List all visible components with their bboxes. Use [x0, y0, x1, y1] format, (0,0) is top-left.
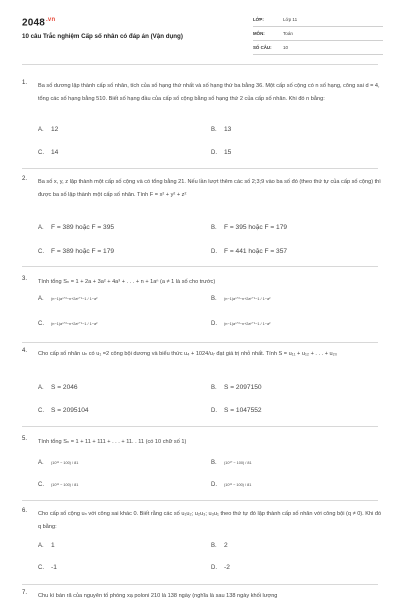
option-c[interactable]: C. (10¹¹ − 100) / 81 [38, 482, 79, 488]
logo-text: 2048 [22, 17, 46, 29]
question-number: 6. [22, 508, 28, 514]
meta-subject [253, 28, 383, 41]
question-divider [22, 426, 378, 427]
header-divider [22, 64, 378, 65]
option-d[interactable]: D. (10¹¹ − 100) / 81 [211, 482, 252, 488]
option-a[interactable]: A. 1 [38, 542, 55, 549]
question-text: Tính tổng Sₙ = 1 + 2a + 3a² + 4a³ + . . . + n + 1aⁿ (a ≠ 1 là số cho trước) [38, 279, 216, 285]
meta-label: LỚP: [253, 17, 264, 22]
logo-suffix: .vn [46, 17, 56, 23]
meta-count [253, 42, 383, 55]
meta-value: Lớp 11 [283, 17, 298, 22]
meta-grade [253, 14, 383, 27]
option-a[interactable]: A. 12 [38, 126, 59, 133]
option-d[interactable]: D. S = 1047552 [211, 407, 262, 414]
option-b[interactable]: B. S = 2097150 [211, 384, 262, 391]
option-d[interactable]: D. (n−1)aⁿ⁺²−n+2aⁿ⁺¹−1 / 1−a² [211, 321, 271, 327]
page-title: 10 câu Trắc nghiệm Cấp số nhân có đáp án (Vận dụng) [22, 33, 183, 40]
question-text: Tính tổng Sₙ = 1 + 11 + 111 + . . . + 11. . 11 (có 10 chữ số 1) [38, 439, 187, 445]
option-b[interactable]: B. F = 395 hoặc F = 179 [211, 224, 288, 231]
site-logo[interactable] [22, 17, 55, 28]
option-b[interactable]: B. (10¹⁰ − 100) / 81 [211, 460, 252, 466]
option-c[interactable]: C. (n−1)aⁿ⁺²−n+2aⁿ⁺¹−1 / 1−a² [38, 321, 98, 327]
question-number: 1. [22, 80, 28, 86]
question-number: 4. [22, 348, 28, 354]
question-text: Cho cấp số cộng uₙ với công sai khác 0. Biết rằng các số u₁u₂; u₂u₃; u₃u₁ theo thứ tự đó lập thành cấp số nhân với công bội (q ≠ 0). Khi đó q bằng: [38, 511, 382, 530]
question-number: 3. [22, 276, 28, 282]
question-number: 5. [22, 436, 28, 442]
option-d[interactable]: D. 15 [211, 149, 232, 156]
option-c[interactable]: C. -1 [38, 564, 57, 571]
option-d[interactable]: D. F = 441 hoặc F = 357 [211, 248, 288, 255]
question-number: 2. [22, 176, 28, 182]
question-text: Ba số dương lập thành cấp số nhân, tích của số hạng thứ nhất và số hạng thứ ba bằng 36. Một cấp số cộng có n số hạng, công sai d = 4, tổng các số hạng bằng 510. Biết số hạng đầu của cấp số cộng bằng số hạng thứ 2 của cấp số nhân. Khi đó n bằng: [38, 83, 380, 102]
option-c[interactable]: C. S = 2095104 [38, 407, 89, 414]
question-text: Cho cấp số nhân uₙ có u₁ =2 công bội dương và biểu thức u₄ + 1024/u₇ đạt giá trị nhỏ nhất. Tính S = u₁₁ + u₁₂ + . . . + u₂₀ [38, 351, 338, 357]
option-c[interactable]: C. F = 389 hoặc F = 179 [38, 248, 115, 255]
meta-value: 10 [283, 45, 289, 50]
question-number: 7. [22, 590, 28, 596]
question-divider [22, 266, 378, 267]
question-divider [22, 584, 378, 585]
option-b[interactable]: B. 2 [211, 542, 228, 549]
option-a[interactable]: A. F = 389 hoặc F = 395 [38, 224, 115, 231]
question-text: Ba số x, y, z lập thành một cấp số cộng và có tổng bằng 21. Nếu lần lượt thêm các số 2;3;9 vào ba số đó (theo thứ tự của cấp số cộng) thì được ba số lập thành một cấp số nhân. Tính F = x² + y² + z² [38, 179, 381, 198]
meta-value: Toán [283, 31, 293, 36]
option-b[interactable]: B. 13 [211, 126, 232, 133]
option-a[interactable]: A. (n−1)aⁿ⁺²−n+2aⁿ⁺¹−1 / 1−a² [38, 296, 98, 302]
meta-label: MÔN: [253, 31, 265, 36]
option-b[interactable]: B. (n−1)aⁿ⁺²−n+2aⁿ⁺¹−1 / 1−a² [211, 296, 271, 302]
question-divider [22, 342, 378, 343]
document-header [0, 0, 400, 64]
option-d[interactable]: D. -2 [211, 564, 230, 571]
question-divider [22, 500, 378, 501]
meta-label: SỐ CÂU: [253, 45, 272, 50]
option-c[interactable]: C. 14 [38, 149, 59, 156]
option-a[interactable]: A. S = 2046 [38, 384, 78, 391]
question-divider [22, 168, 378, 169]
option-a[interactable]: A. (10¹¹ − 100) / 81 [38, 460, 79, 466]
question-text: Chu kì bán rã của nguyên tố phóng xạ poloni 210 là 138 ngày (nghĩa là sau 138 ngày khối lượng [38, 593, 278, 599]
